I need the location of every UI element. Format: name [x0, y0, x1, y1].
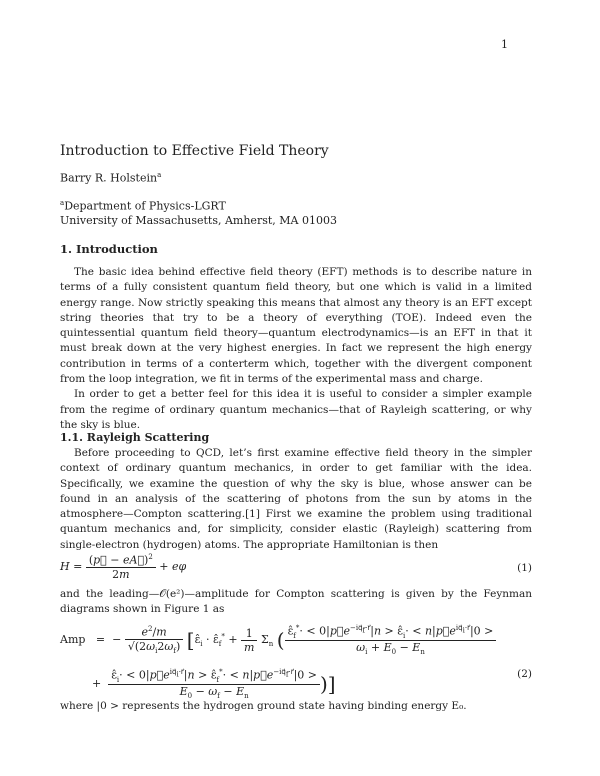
author-affiliation-mark: a — [157, 171, 162, 179]
affiliation-line-2: University of Massachusetts, Amherst, MA 01003 — [60, 213, 337, 227]
equation-1-number: (1) — [517, 562, 532, 574]
affiliation-line-1: $^a$Department of Physics-LGRT — [60, 199, 226, 213]
intro-paragraph-1: The basic idea behind effective field theory (EFT) methods is to describe nature in terms of a fully consistent quantum field theory, but one which is valid in a limited energy range. Now strictly speaking this means that almost any theory is an EFT except string theories that try to be a theory of everything (TOE). Indeed even the quintessential quantum field theory—quantum electrodynamics—is an EFT in that it must break down at the very highest energies. In fact we represent the high energy contribution in terms of a conterterm which, together with the divergent component from the loop integration, we fit in terms of the experimental mass and charge. — [60, 266, 532, 386]
intro-paragraphs — [60, 265, 532, 433]
affiliation-mark: a — [60, 199, 65, 207]
after-eq1-text: and the leading—𝒪(e²)—amplitude for Compton scattering is given by the Feynman diagrams shown in Figure 1 as — [60, 588, 532, 616]
rayleigh-paragraph-text: Before proceeding to QCD, let’s first examine effective field theory in the simpler context of ordinary quantum mechanics, in order to get familiar with the idea. Specifically, we examine the question of why the sky is blue, whose answer can be found in an analysis of the scattering of photons from the sun by atoms in the atmosphere—Compton scattering.[1] First we examine the problem using traditional quantum mechanics and, for simplicity, consider elastic (Rayleigh) scattering from single-electron (hydrogen) atoms. The appropriate Hamiltonian is then — [60, 447, 532, 551]
paper-title: Introduction to Effective Field Theory — [60, 143, 329, 159]
equation-2-number: (2) — [517, 668, 532, 680]
rayleigh-paragraph — [60, 446, 532, 553]
section-heading: 1. Introduction — [60, 242, 158, 256]
closing-paragraph — [60, 699, 532, 714]
equation-1: H = $\frac{(p⃗ - eA⃗)^2}{2m}$ + eφ — [60, 553, 187, 581]
equation-2-line-1: Amp = − $\frac{e^2/m}{√(2\omega_i2\omega_f)}$ [$\varepsilon̂_i$ · $\varepsilon̂_f^*$ + $\frac{1}{m}$ $\Sigma_n$ ( $\frac{\varepsilon̂_f^*\cdot < 0|p⃗e^{-iq⃗_f\cdot r⃗}|n > \varepsilon̂_i\cdot < n|p⃗e^{iq⃗_i\cdot r⃗}|0 >}{\omega_i + E_0 - E_n}$ — [60, 624, 496, 656]
author-name: Barry R. Holstein — [60, 171, 158, 185]
closing-text: where |0 > represents the hydrogen ground state having binding energy E₀. — [60, 700, 467, 712]
affiliation — [60, 196, 337, 228]
author-line — [60, 171, 161, 185]
page-number: 1 — [501, 38, 508, 51]
eq2-label: Amp — [60, 633, 86, 647]
intro-paragraph-2: In order to get a better feel for this idea it is useful to consider a simpler example from the regime of ordinary quantum mechanics—that of Rayleigh scattering, or why the sky is blue. — [60, 388, 532, 431]
eq1-fraction: $\frac{(p⃗ - eA⃗)^2}{2m}$ — [86, 553, 156, 581]
subsection-heading: 1.1. Rayleigh Scattering — [60, 431, 210, 444]
equation-2-line-2: + $\frac{\varepsilon̂_i\cdot < 0|p⃗e^{iq⃗_i\cdot r⃗}|n > \varepsilon̂_f^*\cdot < n|p⃗e^{-iq⃗_f\cdot r⃗}|0 >}{E_0 - \omega_f - E_n}$ )] — [92, 668, 336, 701]
after-equation-1 — [60, 587, 532, 618]
